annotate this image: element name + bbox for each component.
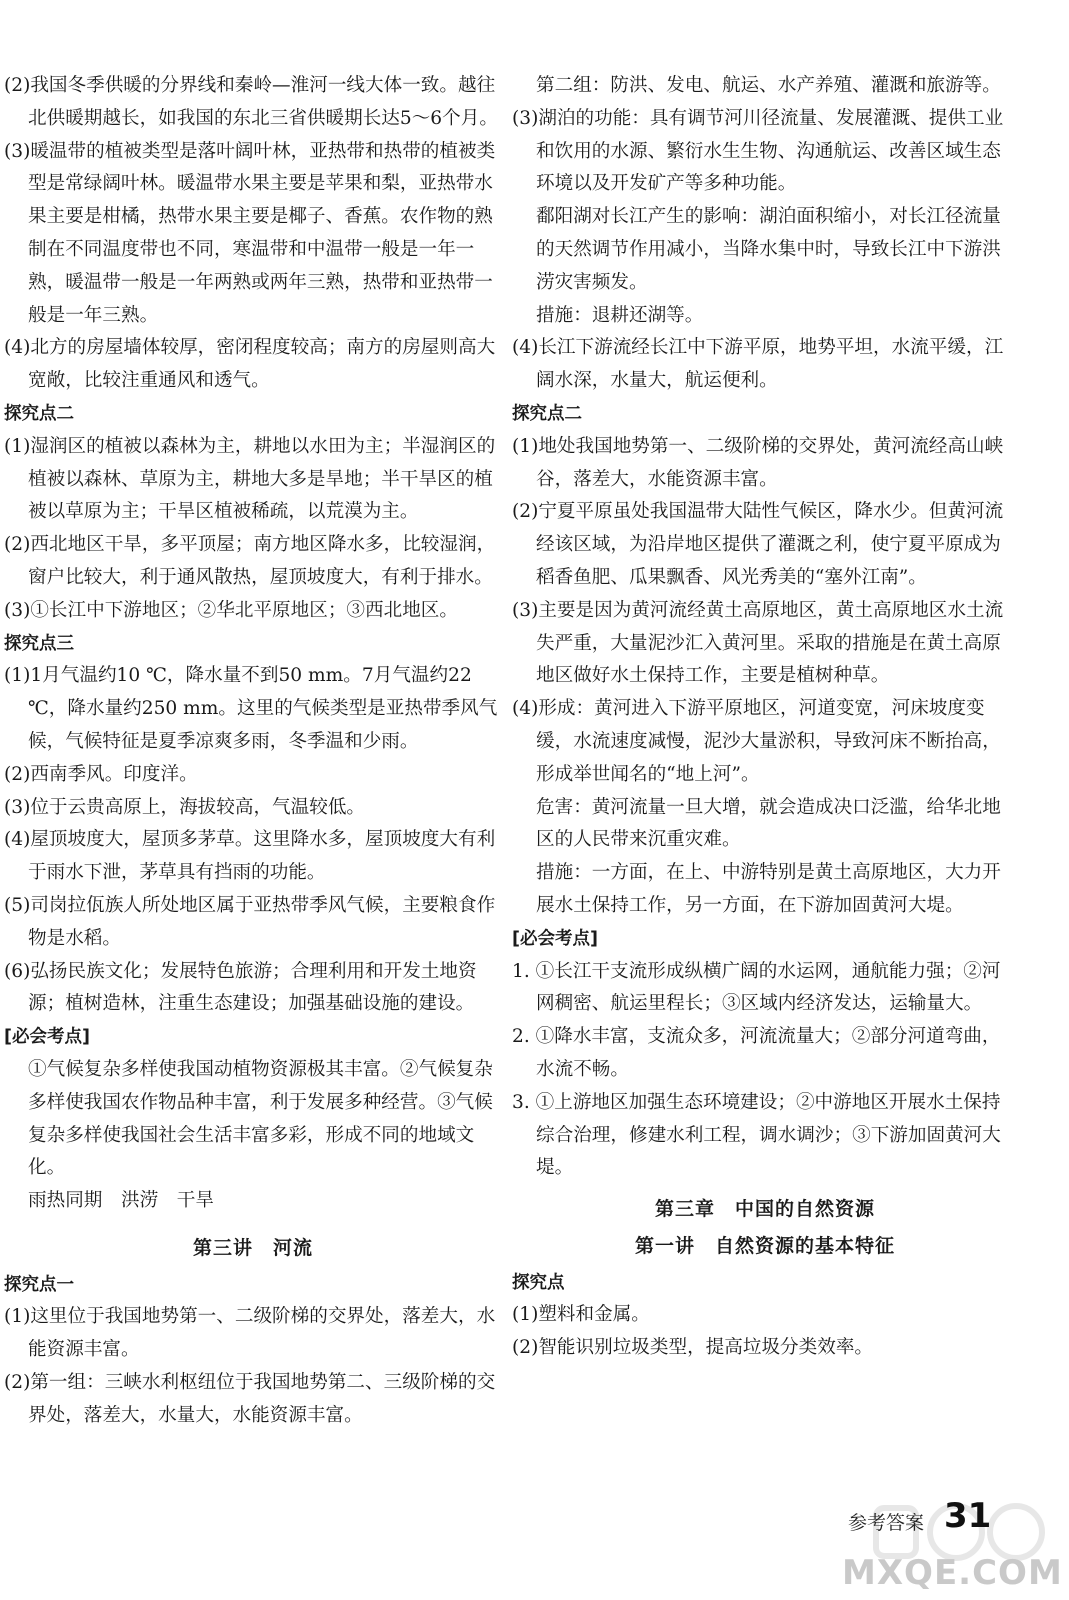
section-heading-explore-2: 探究点二 <box>4 403 74 424</box>
page-footer <box>836 1490 1066 1550</box>
answer-item: (2)第一组：三峡水利枢纽位于我国地势第二、三级阶梯的交界处，落差大，水量大，水能资源丰富。 <box>4 1372 496 1426</box>
key-point-item: 2. ①降水丰富，支流众多，河流流量大；②部分河道弯曲，水流不畅。 <box>512 1026 1001 1080</box>
key-point-text: 雨热同期 洪涝 干旱 <box>28 1190 214 1212</box>
answer-item: (1)地处我国地势第一、二级阶梯的交界处，黄河流经高山峡谷，落差大，水能资源丰富。 <box>512 435 1004 490</box>
chapter-title-natural-resources: 第三章 中国的自然资源 <box>654 1198 875 1221</box>
answer-item: (3)①长江中下游地区；②华北平原地区；③西北地区。 <box>4 599 458 621</box>
right-column <box>512 70 1018 1365</box>
answer-item: (3)主要是因为黄河流经黄土高原地区，黄土高原地区水土流失严重，大量泥沙汇入黄河里。采取的措施是在黄土高原地区做好水土保持工作，主要是植树种草。 <box>512 599 1004 687</box>
section-heading-explore-2: 探究点二 <box>512 403 582 424</box>
answer-item: (1)湿润区的植被以森林为主，耕地以水田为主；半湿润区的植被以森林、草原为主，耕地大多是旱地；半干旱区的植被以草原为主；干旱区植被稀疏，以荒漠为主。 <box>4 435 496 523</box>
key-point-item: 3. ①上游地区加强生态环境建设；②中游地区开展水土保持综合治理，修建水利工程，调水调沙；③下游加固黄河大堤。 <box>512 1091 1001 1179</box>
answer-item: (2)智能识别垃圾类型，提高垃圾分类效率。 <box>512 1337 874 1359</box>
answer-item: (1)1月气温约10 ℃，降水量不到50 mm。7月气温约22 ℃，降水量约250 mm。这里的气候类型是亚热带季风气候，气候特征是夏季凉爽多雨，冬季温和少雨。 <box>4 665 498 752</box>
watermark-url: MXQE.COM <box>842 1553 1063 1593</box>
footer-label: 参考答案 <box>848 1512 925 1534</box>
answer-item: (3)湖泊的功能：具有调节河川径流量、发展灌溉、提供工业和饮用的水源、繁衍水生生物、沟通航运、改善区域生态环境以及开发矿产等多种功能。 <box>512 107 1004 195</box>
answer-item: (2)西北地区干旱，多平顶屋；南方地区降水多，比较湿润，窗户比较大，利于通风散热，屋顶坡度大，有利于排水。 <box>4 534 496 588</box>
section-heading-key-points: [必会考点] <box>4 1027 90 1048</box>
answer-continuation: 措施：一方面，在上、中游特别是黄土高原地区，大力开展水土保持工作，另一方面，在下游加固黄河大堤。 <box>536 862 1001 916</box>
answer-continuation: 措施：退耕还湖等。 <box>536 304 704 326</box>
paragraph-housing: (4)北方的房屋墙体较厚，密闭程度较高；南方的房屋则高大宽敞，比较注重通风和透气。 <box>4 337 496 392</box>
answer-item: (2)西南季风。印度洋。 <box>4 763 198 785</box>
section-heading-explore: 探究点 <box>512 1272 565 1293</box>
left-column <box>4 70 502 1433</box>
answer-item: (3)位于云贵高原上，海拔较高，气温较低。 <box>4 796 366 818</box>
page-number: 31 <box>944 1496 992 1536</box>
section-heading-explore-3: 探究点三 <box>4 633 74 654</box>
answer-continuation: 鄱阳湖对长江产生的影响：湖泊面积缩小，对长江径流量的天然调节作用减小，当降水集中时，导致长江中下游洪涝灾害频发。 <box>536 206 1001 293</box>
section-heading-key-points: [必会考点] <box>512 928 598 949</box>
section-heading-explore-1: 探究点一 <box>4 1274 74 1295</box>
answer-continuation: 第二组：防洪、发电、航运、水产养殖、灌溉和旅游等。 <box>536 75 1001 96</box>
answer-item: (4)形成：黄河进入下游平原地区，河道变宽，河床坡度变缓，水流速度减慢，泥沙大量淤积，导致河床不断抬高，形成举世闻名的“地上河”。 <box>512 698 1001 785</box>
lecture-title-rivers: 第三讲 河流 <box>192 1236 313 1259</box>
answer-item: (1)这里位于我国地势第一、二级阶梯的交界处，落差大，水能资源丰富。 <box>4 1306 496 1361</box>
lecture-title-basic-features: 第一讲 自然资源的基本特征 <box>634 1234 895 1257</box>
paragraph-vegetation-fruit: (3)暖温带的植被类型是落叶阔叶林，亚热带和热带的植被类型是常绿阔叶林。暖温带水果主要是苹果和梨，亚热带水果主要是柑橘，热带水果主要是椰子、香蕉。农作物的熟制在不同温度带也不同，寒温带和中温带一般是一年一熟，暖温带一般是一年两熟或两年三熟，热带和亚热带一般是一年三熟。 <box>4 140 496 326</box>
answer-item: (2)宁夏平原虽处我国温带大陆性气候区，降水少。但黄河流经该区域，为沿岸地区提供了灌溉之利，使宁夏平原成为稻香鱼肥、瓜果飘香、风光秀美的“塞外江南”。 <box>512 501 1004 588</box>
answer-item: (6)弘扬民族文化；发展特色旅游；合理利用和开发土地资源；植树造林，注重生态建设；加强基础设施的建设。 <box>4 960 477 1015</box>
answer-item: (4)长江下游流经长江中下游平原，地势平坦，水流平缓，江阔水深，水量大，航运便利。 <box>512 337 1004 392</box>
key-point-text: ①气候复杂多样使我国动植物资源极其丰富。②气候复杂多样使我国农作物品种丰富，利于发展多种经营。③气候复杂多样使我国社会生活丰富多彩，形成不同的地域文化。 <box>28 1058 493 1179</box>
answer-item: (5)司岗拉佤族人所处地区属于亚热带季风气候，主要粮食作物是水稻。 <box>4 894 496 949</box>
answer-item: (1)塑料和金属。 <box>512 1304 650 1326</box>
key-point-item: 1. ①长江干支流形成纵横广阔的水运网，通航能力强；②河网稠密、航运里程长；③区域内经济发达，运输量大。 <box>512 960 1001 1015</box>
answer-continuation: 危害：黄河流量一旦大增，就会造成决口泛滥，给华北地区的人民带来沉重灾难。 <box>536 796 1001 851</box>
paragraph-heating-boundary: (2)我国冬季供暖的分界线和秦岭—淮河一线大体一致。越往北供暖期越长，如我国的东北三省供暖期长达5～6个月。 <box>4 75 498 129</box>
answer-item: (4)屋顶坡度大，屋顶多茅草。这里降水多，屋顶坡度大有利于雨水下泄，茅草具有挡雨的功能。 <box>4 829 496 884</box>
